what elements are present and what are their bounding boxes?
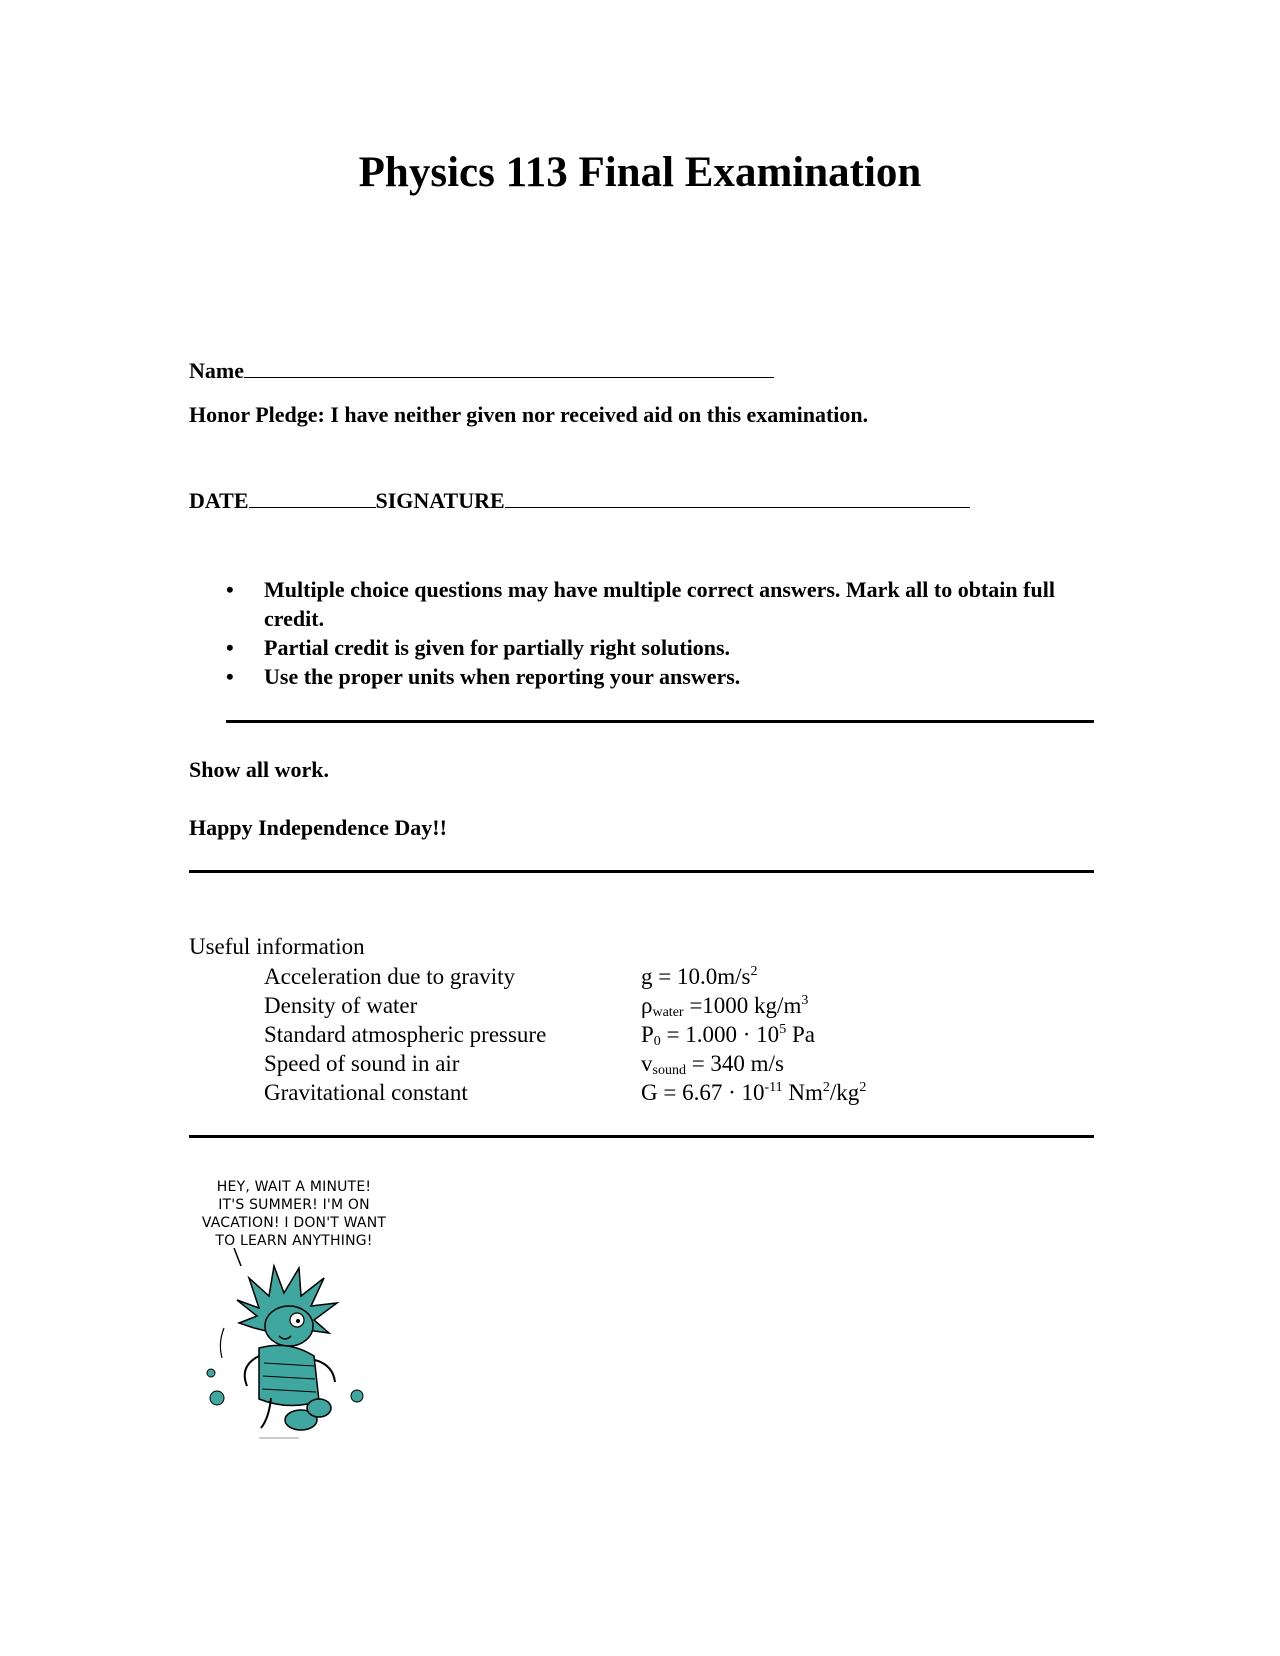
table-row	[264, 1049, 866, 1078]
constant-value: $\rho_{water} =1000$ $kg/m^3$	[641, 993, 809, 1020]
divider	[189, 870, 1094, 873]
cartoon-speech	[189, 1178, 399, 1250]
constant-value: $v_{sound} = 340$ m/s	[641, 1051, 784, 1078]
cartoon-illustration	[189, 1168, 399, 1448]
constant-label: Speed of sound in air	[264, 1051, 460, 1076]
greeting: Happy Independence Day!!	[189, 815, 447, 840]
divider	[226, 720, 1094, 723]
constants-table	[264, 962, 866, 1107]
table-row	[264, 1078, 866, 1107]
date-signature-field	[189, 488, 970, 514]
cartoon-figure-icon	[189, 1248, 399, 1448]
useful-information-heading: Useful information	[189, 934, 365, 959]
constant-value: $P_0 = 1.000 \cdot 10^5$ Pa	[641, 1022, 815, 1049]
signature-blank[interactable]	[505, 489, 970, 508]
honor-pledge: Honor Pledge: I have neither given nor received aid on this examination.	[189, 402, 869, 427]
table-row	[264, 1020, 866, 1049]
date-label: DATE	[189, 488, 249, 513]
speech-line: TO LEARN ANYTHING!	[215, 1233, 373, 1249]
instructions-list	[226, 575, 1086, 691]
constant-value: $G = 6.67 \cdot 10^{-11}$ $Nm^2/kg^2$	[641, 1080, 867, 1105]
constant-label: Acceleration due to gravity	[264, 964, 515, 989]
speech-line: IT'S SUMMER! I'M ON	[218, 1197, 370, 1213]
name-field	[189, 358, 774, 384]
instruction-item: • Use the proper units when reporting your answers.	[226, 662, 1086, 691]
instruction-item: • Multiple choice questions may have multiple correct answers. Mark all to obtain full credit.	[226, 575, 1086, 633]
instruction-item: • Partial credit is given for partially right solutions.	[226, 633, 1086, 662]
signature-label: SIGNATURE	[375, 488, 505, 513]
constant-label: Gravitational constant	[264, 1080, 468, 1105]
constant-value: $g = 10.0m/s^2$	[641, 964, 758, 989]
constant-label: Density of water	[264, 993, 418, 1018]
table-row	[264, 962, 866, 991]
exam-title: Physics 113 Final Examination	[358, 149, 922, 196]
name-blank[interactable]	[244, 359, 774, 378]
date-blank[interactable]	[249, 489, 376, 508]
speech-line: VACATION! I DON'T WANT	[201, 1215, 387, 1231]
constant-label: Standard atmospheric pressure	[264, 1022, 547, 1047]
table-row	[264, 991, 866, 1020]
divider	[189, 1135, 1094, 1138]
name-label: Name	[189, 358, 244, 383]
speech-line: HEY, WAIT A MINUTE!	[216, 1179, 372, 1195]
show-work-note: Show all work.	[189, 757, 329, 782]
